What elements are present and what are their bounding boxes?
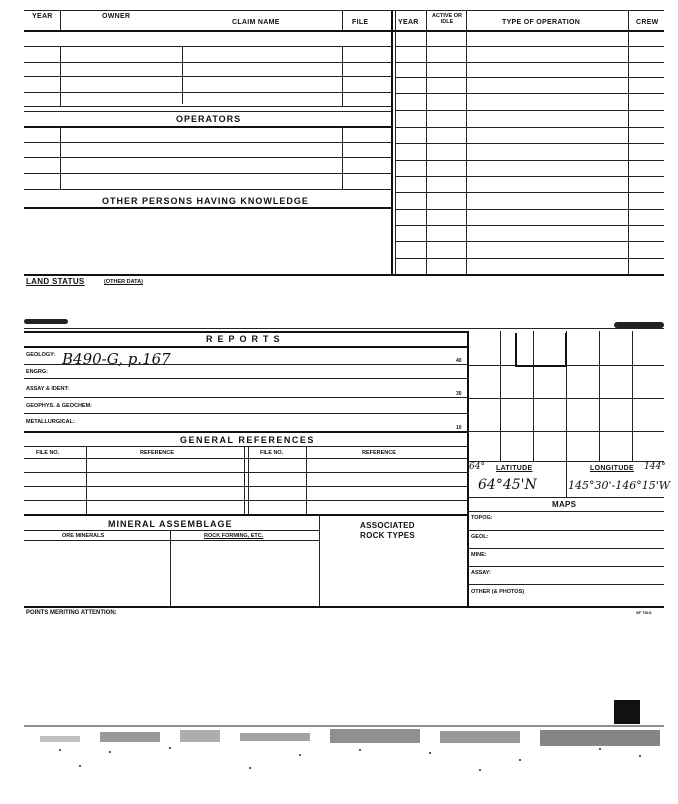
general-references-title: GENERAL REFERENCES	[180, 435, 315, 445]
maps-assay-label: ASSAY:	[471, 570, 491, 576]
latitude-value: 64°45'N	[478, 477, 537, 493]
genref-header-file-no-2: FILE NO.	[260, 450, 284, 456]
scan-noise-band	[0, 700, 678, 780]
genref-header-reference-1: REFERENCE	[140, 450, 174, 456]
reports-title: REPORTS	[206, 334, 285, 344]
maps-geol-label: GEOL:	[471, 534, 489, 540]
maps-other-label: OTHER (& PHOTOS)	[471, 589, 525, 595]
activity-header-crew: CREW	[636, 19, 659, 26]
associated-rock-types-line1: ASSOCIATED	[360, 521, 415, 530]
scan-noise-graphic	[0, 700, 678, 780]
operators-title: OPERATORS	[176, 114, 242, 124]
lat-prefix: 64°	[469, 462, 485, 472]
mineral-assemblage-title: MINERAL ASSEMBLAGE	[108, 519, 233, 529]
activity-header-active-idle: ACTIVE OR IDLE	[432, 13, 462, 25]
report-num-10: 10	[456, 425, 462, 431]
report-geology-value: B490-G, p.167	[62, 350, 171, 368]
report-assay-label: ASSAY & IDENT:	[26, 386, 70, 392]
land-status-sub: (OTHER DATA)	[104, 279, 143, 285]
land-status-label: LAND STATUS	[26, 277, 85, 286]
report-geophys-label: GEOPHYS. & GEOCHEM:	[26, 403, 93, 409]
latitude-label: LATITUDE	[496, 465, 533, 472]
points-meriting-attention-label: POINTS MERITING ATTENTION:	[26, 610, 117, 616]
other-persons-title: OTHER PERSONS HAVING KNOWLEDGE	[102, 196, 309, 206]
report-num-40: 40	[456, 358, 462, 364]
claims-header-owner: OWNER	[102, 13, 131, 20]
report-geology-label: GEOLOGY:	[26, 352, 56, 358]
lon-suffix: 144°	[644, 462, 666, 472]
genref-header-reference-2: REFERENCE	[362, 450, 396, 456]
form-number: SF 781S	[636, 610, 652, 615]
ore-minerals-label: ORE MINERALS	[62, 533, 105, 539]
claims-header-claim-name: CLAIM NAME	[232, 19, 280, 26]
claims-header-file: FILE	[352, 19, 369, 26]
report-metallurgical-label: METALLURGICAL:	[26, 419, 75, 425]
report-engrg-label: ENGRG:	[26, 369, 48, 375]
genref-header-file-no-1: FILE NO.	[36, 450, 60, 456]
claims-header-year: YEAR	[32, 13, 53, 20]
activity-header-type-of-operation: TYPE OF OPERATION	[502, 19, 581, 26]
longitude-value: 145°30'-146°15'W	[568, 479, 671, 492]
maps-title: MAPS	[552, 500, 577, 509]
location-marker	[515, 333, 567, 367]
activity-header-year: YEAR	[398, 19, 419, 26]
rock-forming-label: ROCK FORMING, ETC.	[204, 533, 264, 539]
maps-mine-label: MINE:	[471, 552, 487, 558]
scan-mark-left	[24, 319, 68, 324]
associated-rock-types-line2: ROCK TYPES	[360, 531, 416, 540]
longitude-label: LONGITUDE	[590, 465, 634, 472]
maps-topog-label: TOPOG:	[471, 515, 493, 521]
report-num-30: 30	[456, 391, 462, 397]
